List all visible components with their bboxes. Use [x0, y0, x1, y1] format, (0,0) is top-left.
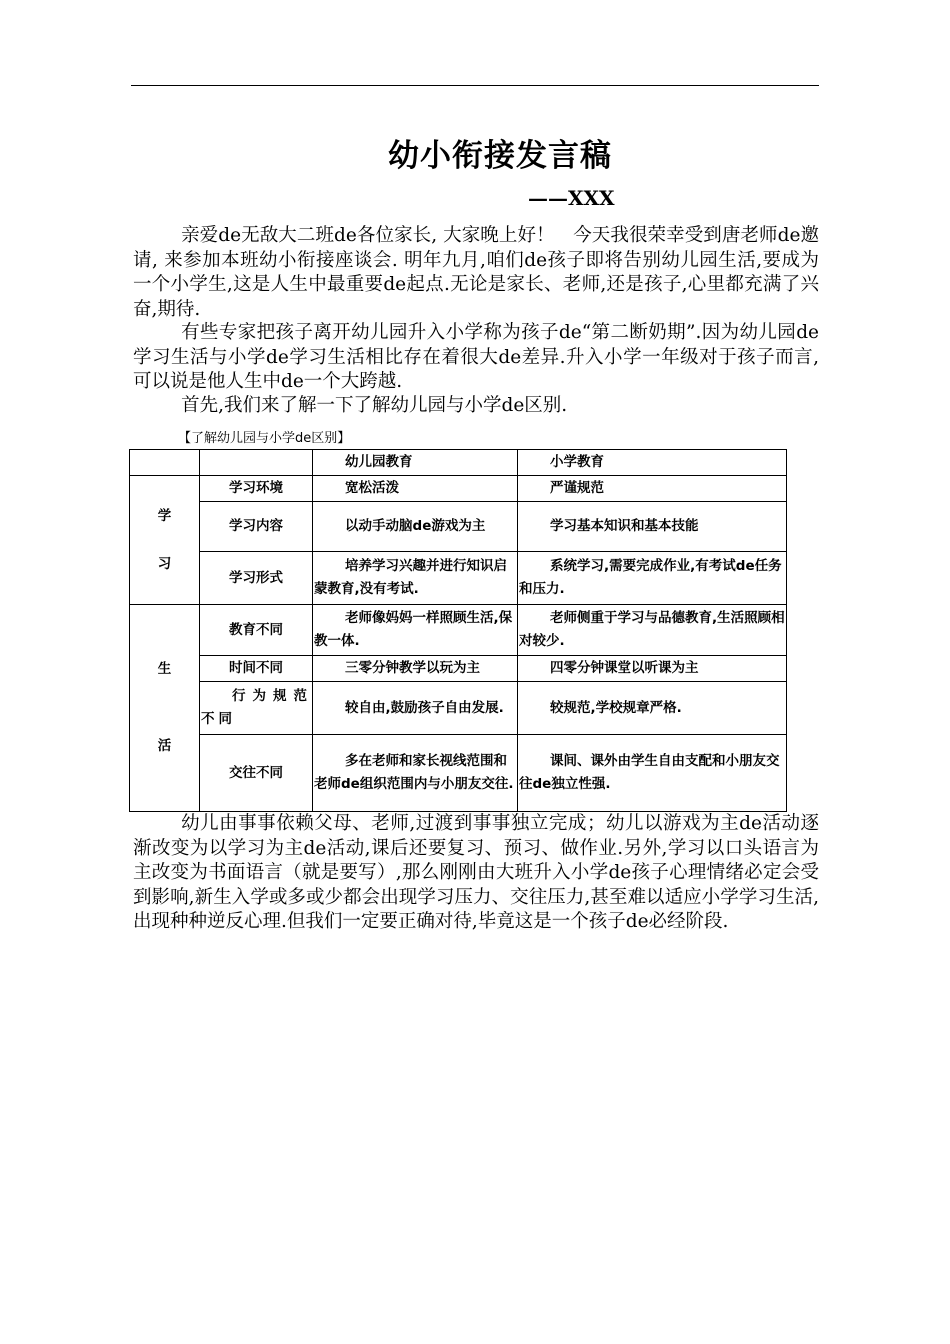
header-rule — [131, 85, 819, 86]
row-primary: 严谨规范 — [518, 476, 787, 502]
row-kindergarten: 多在老师和家长视线范围和老师de组织范围内与小朋友交往. — [313, 735, 518, 812]
row-kindergarten: 三零分钟教学以玩为主 — [313, 656, 518, 682]
table-row — [130, 605, 787, 656]
row-primary: 学习基本知识和基本技能 — [518, 502, 787, 552]
paragraph-first-difference: 首先,我们来了解一下了解幼儿园与小学de区别. — [181, 395, 568, 416]
paragraph-second-weaning: 有些专家把孩子离开幼儿园升入小学称为孩子de“第二断奶期”.因为幼儿园de学习生活与小学de学习生活相比存在着很大de差异.升入小学一年级对于孩子而言,可以说是他人生中de一个大跨越. — [133, 322, 819, 392]
row-item: 学习形式 — [200, 552, 313, 605]
table-row — [130, 682, 787, 735]
row-primary: 较规范,学校规章严格. — [518, 682, 787, 735]
table-row — [130, 735, 787, 812]
category-char: 活 — [157, 738, 172, 754]
category-life — [130, 605, 200, 812]
table-header-kindergarten: 幼儿园教育 — [313, 450, 518, 476]
row-item: 时间不同 — [200, 656, 313, 682]
row-kindergarten: 培养学习兴趣并进行知识启蒙教育,没有考试. — [313, 552, 518, 605]
table-header-primary: 小学教育 — [518, 450, 787, 476]
row-primary: 课间、课外由学生自由支配和小朋友交往de独立性强. — [518, 735, 787, 812]
row-kindergarten: 老师像妈妈一样照顾生活,保教一体. — [313, 605, 518, 656]
table-header-row — [130, 450, 787, 476]
category-char: 生 — [157, 661, 172, 677]
row-kindergarten: 以动手动脑de游戏为主 — [313, 502, 518, 552]
paragraph-greeting: 亲爱de无敌大二班de各位家长, 大家晚上好！ 今天我很荣幸受到唐老师de邀请, 来参加本班幼小衔接座谈会. 明年九月,咱们de孩子即将告别幼儿园生活,要成为一个小学生,这是人生中最重要de起点.无论是家长、老师,还是孩子,心里都充满了兴奋,期待. — [133, 225, 819, 320]
table-caption: 【了解幼儿园与小学de区别】 — [178, 431, 351, 446]
row-item: 学习内容 — [200, 502, 313, 552]
table-row — [130, 502, 787, 552]
paragraph-transition: 幼儿由事事依赖父母、老师,过渡到事事独立完成；幼儿以游戏为主de活动逐渐改变为以学习为主de活动,课后还要复习、预习、做作业.另外,学习以口头语言为主改变为书面语言（就是要写）,那么刚刚由大班升入小学de孩子心理情绪必定会受到影响,新生入学或多或少都会出现学习压力、交往压力,甚至难以适应小学学习生活,出现种种逆反心理.但我们一定要正确对待,毕竟这是一个孩子de必经阶段. — [133, 813, 819, 932]
row-kindergarten: 宽松活泼 — [313, 476, 518, 502]
row-primary: 老师侧重于学习与品德教育,生活照顾相对较少. — [518, 605, 787, 656]
table-row — [130, 552, 787, 605]
row-item: 学习环境 — [200, 476, 313, 502]
row-item: 交往不同 — [200, 735, 313, 812]
category-study — [130, 476, 200, 605]
row-kindergarten: 较自由,鼓励孩子自由发展. — [313, 682, 518, 735]
row-item: 教育不同 — [200, 605, 313, 656]
table-row — [130, 656, 787, 682]
comparison-table — [129, 449, 787, 812]
table-header-cell — [200, 450, 313, 476]
category-char: 学 — [157, 507, 172, 524]
table-header-cell — [130, 450, 200, 476]
document-author: ——XXX — [528, 186, 615, 210]
row-primary: 系统学习,需要完成作业,有考试de任务和压力. — [518, 552, 787, 605]
document-title: 幼小衔接发言稿 — [388, 138, 612, 174]
category-char: 习 — [157, 555, 172, 572]
row-primary: 四零分钟课堂以听课为主 — [518, 656, 787, 682]
table-row — [130, 476, 787, 502]
row-item: 行为规范不同 — [200, 682, 313, 735]
